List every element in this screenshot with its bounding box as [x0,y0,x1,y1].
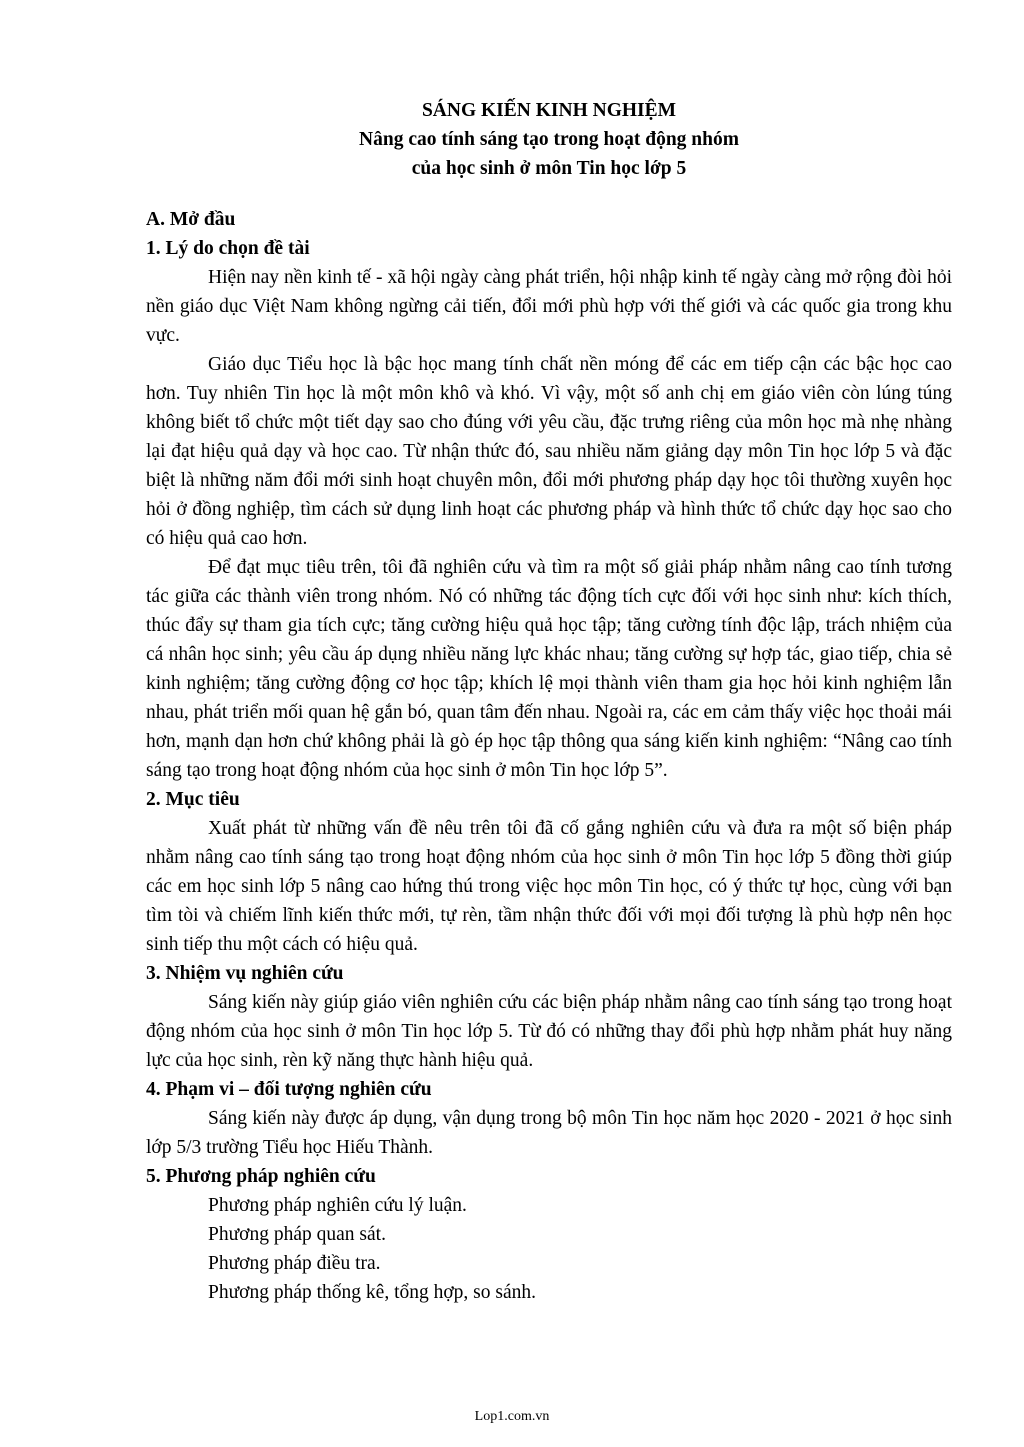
list-item: Phương pháp quan sát. [208,1224,386,1245]
list-item: Phương pháp điều tra. [208,1253,381,1274]
page-footer: Lop1.com.vn [474,1409,550,1424]
document-page [146,96,952,1307]
list-item: Phương pháp thống kê, tổng hợp, so sánh. [208,1282,537,1303]
paragraph: Hiện nay nền kinh tế - xã hội ngày càng phát triển, hội nhập kinh tế ngày càng mở rộng đòi hỏi nền giáo dục Việt Nam không ngừng cải tiến, đổi mới phù hợp với thế giới và các quốc gia trong khu vực. [146,267,952,346]
section-heading-a: A. Mở đầu [146,209,236,230]
section-heading-1: 1. Lý do chọn đề tài [146,238,310,259]
list-item: Phương pháp nghiên cứu lý luận. [208,1195,467,1216]
section-heading-4: 4. Phạm vi – đối tượng nghiên cứu [146,1079,432,1100]
document-title [146,96,952,183]
title-line-2: Nâng cao tính sáng tạo trong hoạt động nhóm [359,129,739,150]
section-heading-5: 5. Phương pháp nghiên cứu [146,1166,376,1187]
paragraph: Giáo dục Tiểu học là bậc học mang tính chất nền móng để các em tiếp cận các bậc học cao hơn. Tuy nhiên Tin học là một môn khô và khó. Vì vậy, một số anh chị em giáo viên còn lúng túng không biết tổ chức một tiết dạy sao cho đúng với yêu cầu, đặc trưng riêng của môn học mà nhẹ nhàng lại đạt hiệu quả dạy và học cao. Từ nhận thức đó, sau nhiều năm giảng dạy môn Tin học lớp 5 và đặc biệt là những năm đổi mới sinh hoạt chuyên môn, đổi mới phương pháp dạy học tôi thường xuyên học hỏi ở đồng nghiệp, tìm cách sử dụng linh hoạt các phương pháp và hình thức tổ chức dạy học sao cho có hiệu quả cao hơn. [146,354,952,549]
section-heading-3: 3. Nhiệm vụ nghiên cứu [146,963,344,984]
section-heading-2: 2. Mục tiêu [146,789,240,810]
paragraph: Sáng kiến này giúp giáo viên nghiên cứu các biện pháp nhằm nâng cao tính sáng tạo trong hoạt động nhóm của học sinh ở môn Tin học lớp 5. Từ đó có những thay đổi phù hợp nhằm phát huy năng lực của học sinh, rèn kỹ năng thực hành hiệu quả. [146,992,952,1071]
paragraph: Để đạt mục tiêu trên, tôi đã nghiên cứu và tìm ra một số giải pháp nhằm nâng cao tính tương tác giữa các thành viên trong nhóm. Nó có những tác động tích cực đối với học sinh như: kích thích, thúc đẩy sự tham gia tích cực; tăng cường hiệu quả học tập; tăng cường tính độc lập, trách nhiệm của cá nhân học sinh; yêu cầu áp dụng nhiều năng lực khác nhau; tăng cường sự hợp tác, giao tiếp, chia sẻ kinh nghiệm; tăng cường động cơ học tập; khích lệ mọi thành viên tham gia học hỏi kinh nghiệm lẫn nhau, phát triển mối quan hệ gắn bó, quan tâm đến nhau. Ngoài ra, các em cảm thấy việc học thoải mái hơn, mạnh dạn hơn chứ không phải là gò ép học tập thông qua sáng kiến kinh nghiệm: “Nâng cao tính sáng tạo trong hoạt động nhóm của học sinh ở môn Tin học lớp 5”. [146,557,952,781]
title-line-1: SÁNG KIẾN KINH NGHIỆM [421,100,677,121]
title-line-3: của học sinh ở môn Tin học lớp 5 [411,158,687,179]
paragraph: Sáng kiến này được áp dụng, vận dụng trong bộ môn Tin học năm học 2020 - 2021 ở học sinh lớp 5/3 trường Tiểu học Hiếu Thành. [146,1108,952,1158]
paragraph: Xuất phát từ những vấn đề nêu trên tôi đã cố gắng nghiên cứu và đưa ra một số biện pháp nhằm nâng cao tính sáng tạo trong hoạt động nhóm của học sinh ở môn Tin học lớp 5 đồng thời giúp các em học sinh lớp 5 nâng cao hứng thú trong việc học môn Tin học, có ý thức tự học, cùng với bạn tìm tòi và chiếm lĩnh kiến thức mới, tự rèn, tầm nhận thức đối với mọi đối tượng là phù hợp nên học sinh tiếp thu một cách có hiệu quả. [146,818,952,955]
